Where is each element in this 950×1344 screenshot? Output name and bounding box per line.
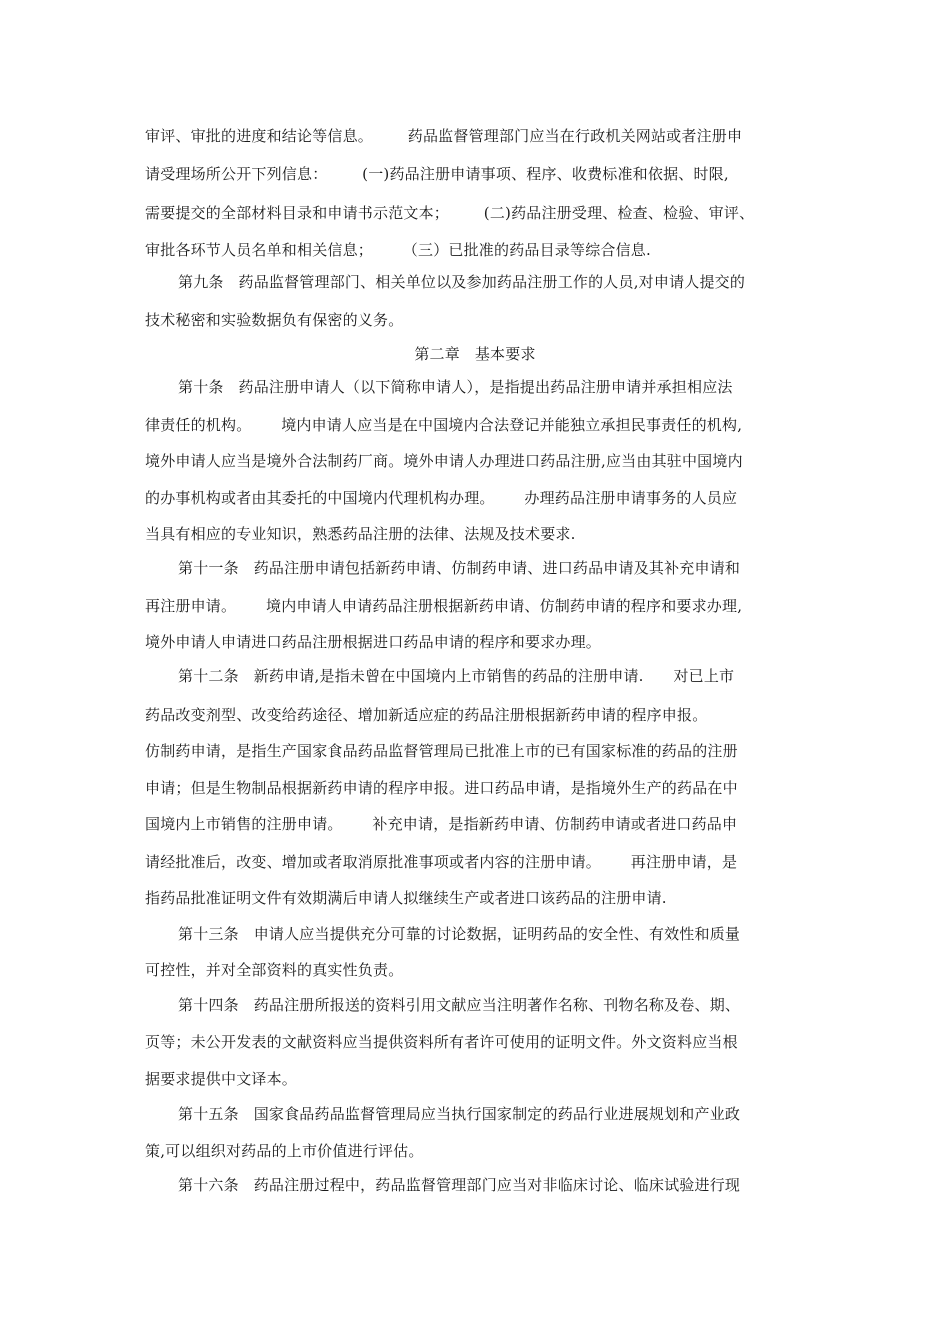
article-11-heading-line: 第十一条 药品注册申请包括新药申请、仿制药申请、进口药品申请及其补充申请和: [178, 559, 741, 577]
article-12-heading-line: 第十二条 新药申请,是指未曾在中国境内上市销售的药品的注册申请. 对已上市: [178, 667, 735, 685]
text-line: 的办事机构或者由其委托的中国境内代理机构办理。 办理药品注册申请事务的人员应: [145, 489, 738, 507]
text-line: 审批各环节人员名单和相关信息； （三）已批准的药品目录等综合信息.: [145, 241, 651, 259]
text-line: 策,可以组织对药品的上市价值进行评估。: [145, 1142, 424, 1160]
text-line: 需要提交的全部材料目录和申请书示范文本； (二)药品注册受理、检查、检验、审评、: [145, 204, 755, 222]
text-line: 当具有相应的专业知识，熟悉药品注册的法律、法规及技术要求.: [145, 525, 576, 543]
text-line: 仿制药申请，是指生产国家食品药品监督管理局已批准上市的已有国家标准的药品的注册: [145, 742, 738, 760]
text-line: 国境内上市销售的注册申请。 补充申请，是指新药申请、仿制药申请或者进口药品申: [145, 815, 738, 833]
article-15-heading-line: 第十五条 国家食品药品监督管理局应当执行国家制定的药品行业进展规划和产业政: [178, 1105, 741, 1123]
text-line: 据要求提供中文译本。: [145, 1070, 298, 1088]
article-13-heading-line: 第十三条 申请人应当提供充分可靠的讨论数据，证明药品的安全性、有效性和质量: [178, 925, 741, 943]
text-line: 指药品批准证明文件有效期满后申请人拟继续生产或者进口该药品的注册申请.: [145, 889, 667, 907]
chapter-heading: 第二章 基本要求: [414, 345, 536, 363]
article-16-heading-line: 第十六条 药品注册过程中，药品监督管理部门应当对非临床讨论、临床试验进行现: [178, 1176, 741, 1194]
text-line: 境外申请人申请进口药品注册根据进口药品申请的程序和要求办理。: [145, 633, 602, 651]
text-line: 境外申请人应当是境外合法制药厂商。境外申请人办理进口药品注册,应当由其驻中国境内: [145, 452, 743, 470]
text-line: 请受理场所公开下列信息： (一)药品注册申请事项、程序、收费标准和依据、时限,: [145, 165, 729, 183]
text-line: 药品改变剂型、改变给药途径、增加新适应症的药品注册根据新药申请的程序申报。: [145, 706, 708, 724]
text-line: 申请；但是生物制品根据新药申请的程序申报。进口药品申请，是指境外生产的药品在中: [145, 779, 738, 797]
article-9-heading-line: 第九条 药品监督管理部门、相关单位以及参加药品注册工作的人员,对申请人提交的: [178, 273, 746, 291]
text-line: 页等；未公开发表的文献资料应当提供资料所有者许可使用的证明文件。外文资料应当根: [145, 1033, 738, 1051]
article-14-heading-line: 第十四条 药品注册所报送的资料引用文献应当注明著作名称、刊物名称及卷、期、: [178, 996, 741, 1014]
text-line: 可控性，并对全部资料的真实性负责。: [145, 961, 404, 979]
text-line: 再注册申请。 境内申请人申请药品注册根据新药申请、仿制药申请的程序和要求办理,: [145, 597, 743, 615]
text-line: 律责任的机构。 境内申请人应当是在中国境内合法登记并能独立承担民事责任的机构,: [145, 416, 743, 434]
text-line: 请经批准后，改变、增加或者取消原批准事项或者内容的注册申请。 再注册申请，是: [145, 853, 738, 871]
text-line: 审评、审批的进度和结论等信息。 药品监督管理部门应当在行政机关网站或者注册申: [145, 127, 743, 145]
text-line: 技术秘密和实验数据负有保密的义务。: [145, 311, 404, 329]
article-10-heading-line: 第十条 药品注册申请人（以下简称申请人），是指提出药品注册申请并承担相应法: [178, 378, 733, 396]
